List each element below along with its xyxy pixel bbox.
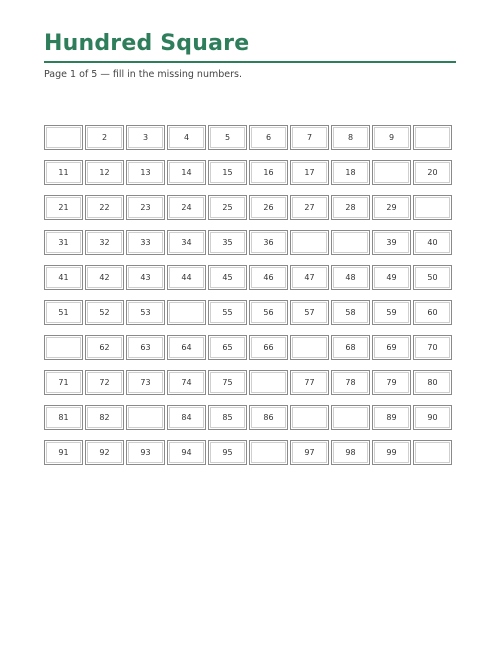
blank-cell[interactable] — [331, 230, 370, 255]
number-cell: 60 — [413, 300, 452, 325]
number-cell: 22 — [85, 195, 124, 220]
number-cell: 5 — [208, 125, 247, 150]
number-cell: 55 — [208, 300, 247, 325]
number-cell: 21 — [44, 195, 83, 220]
number-cell: 59 — [372, 300, 411, 325]
number-cell: 28 — [331, 195, 370, 220]
number-cell: 84 — [167, 405, 206, 430]
blank-cell[interactable] — [167, 300, 206, 325]
number-cell: 73 — [126, 370, 165, 395]
blank-cell[interactable] — [249, 440, 288, 465]
number-cell: 18 — [331, 160, 370, 185]
blank-cell[interactable] — [290, 335, 329, 360]
number-cell: 25 — [208, 195, 247, 220]
number-cell: 98 — [331, 440, 370, 465]
number-cell: 49 — [372, 265, 411, 290]
number-cell: 41 — [44, 265, 83, 290]
number-cell: 57 — [290, 300, 329, 325]
number-cell: 6 — [249, 125, 288, 150]
number-cell: 50 — [413, 265, 452, 290]
number-cell: 16 — [249, 160, 288, 185]
grid-row — [44, 370, 456, 395]
number-cell: 15 — [208, 160, 247, 185]
number-cell: 3 — [126, 125, 165, 150]
number-cell: 71 — [44, 370, 83, 395]
blank-cell[interactable] — [44, 125, 83, 150]
blank-cell[interactable] — [413, 125, 452, 150]
grid-row — [44, 440, 456, 465]
number-cell: 74 — [167, 370, 206, 395]
blank-cell[interactable] — [290, 405, 329, 430]
number-cell: 4 — [167, 125, 206, 150]
number-cell: 75 — [208, 370, 247, 395]
number-cell: 56 — [249, 300, 288, 325]
number-cell: 46 — [249, 265, 288, 290]
number-cell: 93 — [126, 440, 165, 465]
number-cell: 26 — [249, 195, 288, 220]
grid-row — [44, 335, 456, 360]
number-cell: 92 — [85, 440, 124, 465]
blank-cell[interactable] — [413, 195, 452, 220]
grid-row — [44, 300, 456, 325]
number-cell: 32 — [85, 230, 124, 255]
grid-row — [44, 125, 456, 150]
number-cell: 72 — [85, 370, 124, 395]
number-cell: 27 — [290, 195, 329, 220]
number-cell: 2 — [85, 125, 124, 150]
number-cell: 77 — [290, 370, 329, 395]
number-cell: 91 — [44, 440, 83, 465]
number-cell: 58 — [331, 300, 370, 325]
number-cell: 45 — [208, 265, 247, 290]
number-cell: 53 — [126, 300, 165, 325]
number-cell: 89 — [372, 405, 411, 430]
grid-row — [44, 265, 456, 290]
number-cell: 7 — [290, 125, 329, 150]
number-cell: 48 — [331, 265, 370, 290]
number-cell: 14 — [167, 160, 206, 185]
number-cell: 29 — [372, 195, 411, 220]
number-cell: 34 — [167, 230, 206, 255]
number-cell: 95 — [208, 440, 247, 465]
number-cell: 79 — [372, 370, 411, 395]
number-cell: 94 — [167, 440, 206, 465]
number-cell: 66 — [249, 335, 288, 360]
blank-cell[interactable] — [44, 335, 83, 360]
number-cell: 39 — [372, 230, 411, 255]
grid-row — [44, 230, 456, 255]
number-cell: 47 — [290, 265, 329, 290]
number-cell: 44 — [167, 265, 206, 290]
number-cell: 82 — [85, 405, 124, 430]
number-cell: 52 — [85, 300, 124, 325]
number-cell: 70 — [413, 335, 452, 360]
number-cell: 99 — [372, 440, 411, 465]
number-cell: 33 — [126, 230, 165, 255]
number-cell: 51 — [44, 300, 83, 325]
number-cell: 65 — [208, 335, 247, 360]
grid-row — [44, 160, 456, 185]
number-cell: 36 — [249, 230, 288, 255]
number-cell: 8 — [331, 125, 370, 150]
number-cell: 64 — [167, 335, 206, 360]
hundred-square-grid — [44, 125, 456, 475]
blank-cell[interactable] — [126, 405, 165, 430]
number-cell: 62 — [85, 335, 124, 360]
number-cell: 80 — [413, 370, 452, 395]
page-title: Hundred Square — [44, 31, 250, 56]
number-cell: 43 — [126, 265, 165, 290]
number-cell: 24 — [167, 195, 206, 220]
number-cell: 35 — [208, 230, 247, 255]
blank-cell[interactable] — [372, 160, 411, 185]
number-cell: 17 — [290, 160, 329, 185]
number-cell: 90 — [413, 405, 452, 430]
number-cell: 31 — [44, 230, 83, 255]
number-cell: 20 — [413, 160, 452, 185]
number-cell: 40 — [413, 230, 452, 255]
grid-row — [44, 195, 456, 220]
blank-cell[interactable] — [331, 405, 370, 430]
number-cell: 86 — [249, 405, 288, 430]
grid-row — [44, 405, 456, 430]
number-cell: 97 — [290, 440, 329, 465]
instructions-text: Page 1 of 5 — fill in the missing numbers. — [44, 69, 242, 80]
number-cell: 13 — [126, 160, 165, 185]
number-cell: 12 — [85, 160, 124, 185]
title-underline — [44, 61, 456, 63]
number-cell: 11 — [44, 160, 83, 185]
number-cell: 63 — [126, 335, 165, 360]
number-cell: 78 — [331, 370, 370, 395]
number-cell: 42 — [85, 265, 124, 290]
blank-cell[interactable] — [290, 230, 329, 255]
number-cell: 69 — [372, 335, 411, 360]
blank-cell[interactable] — [249, 370, 288, 395]
number-cell: 23 — [126, 195, 165, 220]
number-cell: 68 — [331, 335, 370, 360]
number-cell: 81 — [44, 405, 83, 430]
blank-cell[interactable] — [413, 440, 452, 465]
number-cell: 9 — [372, 125, 411, 150]
number-cell: 85 — [208, 405, 247, 430]
